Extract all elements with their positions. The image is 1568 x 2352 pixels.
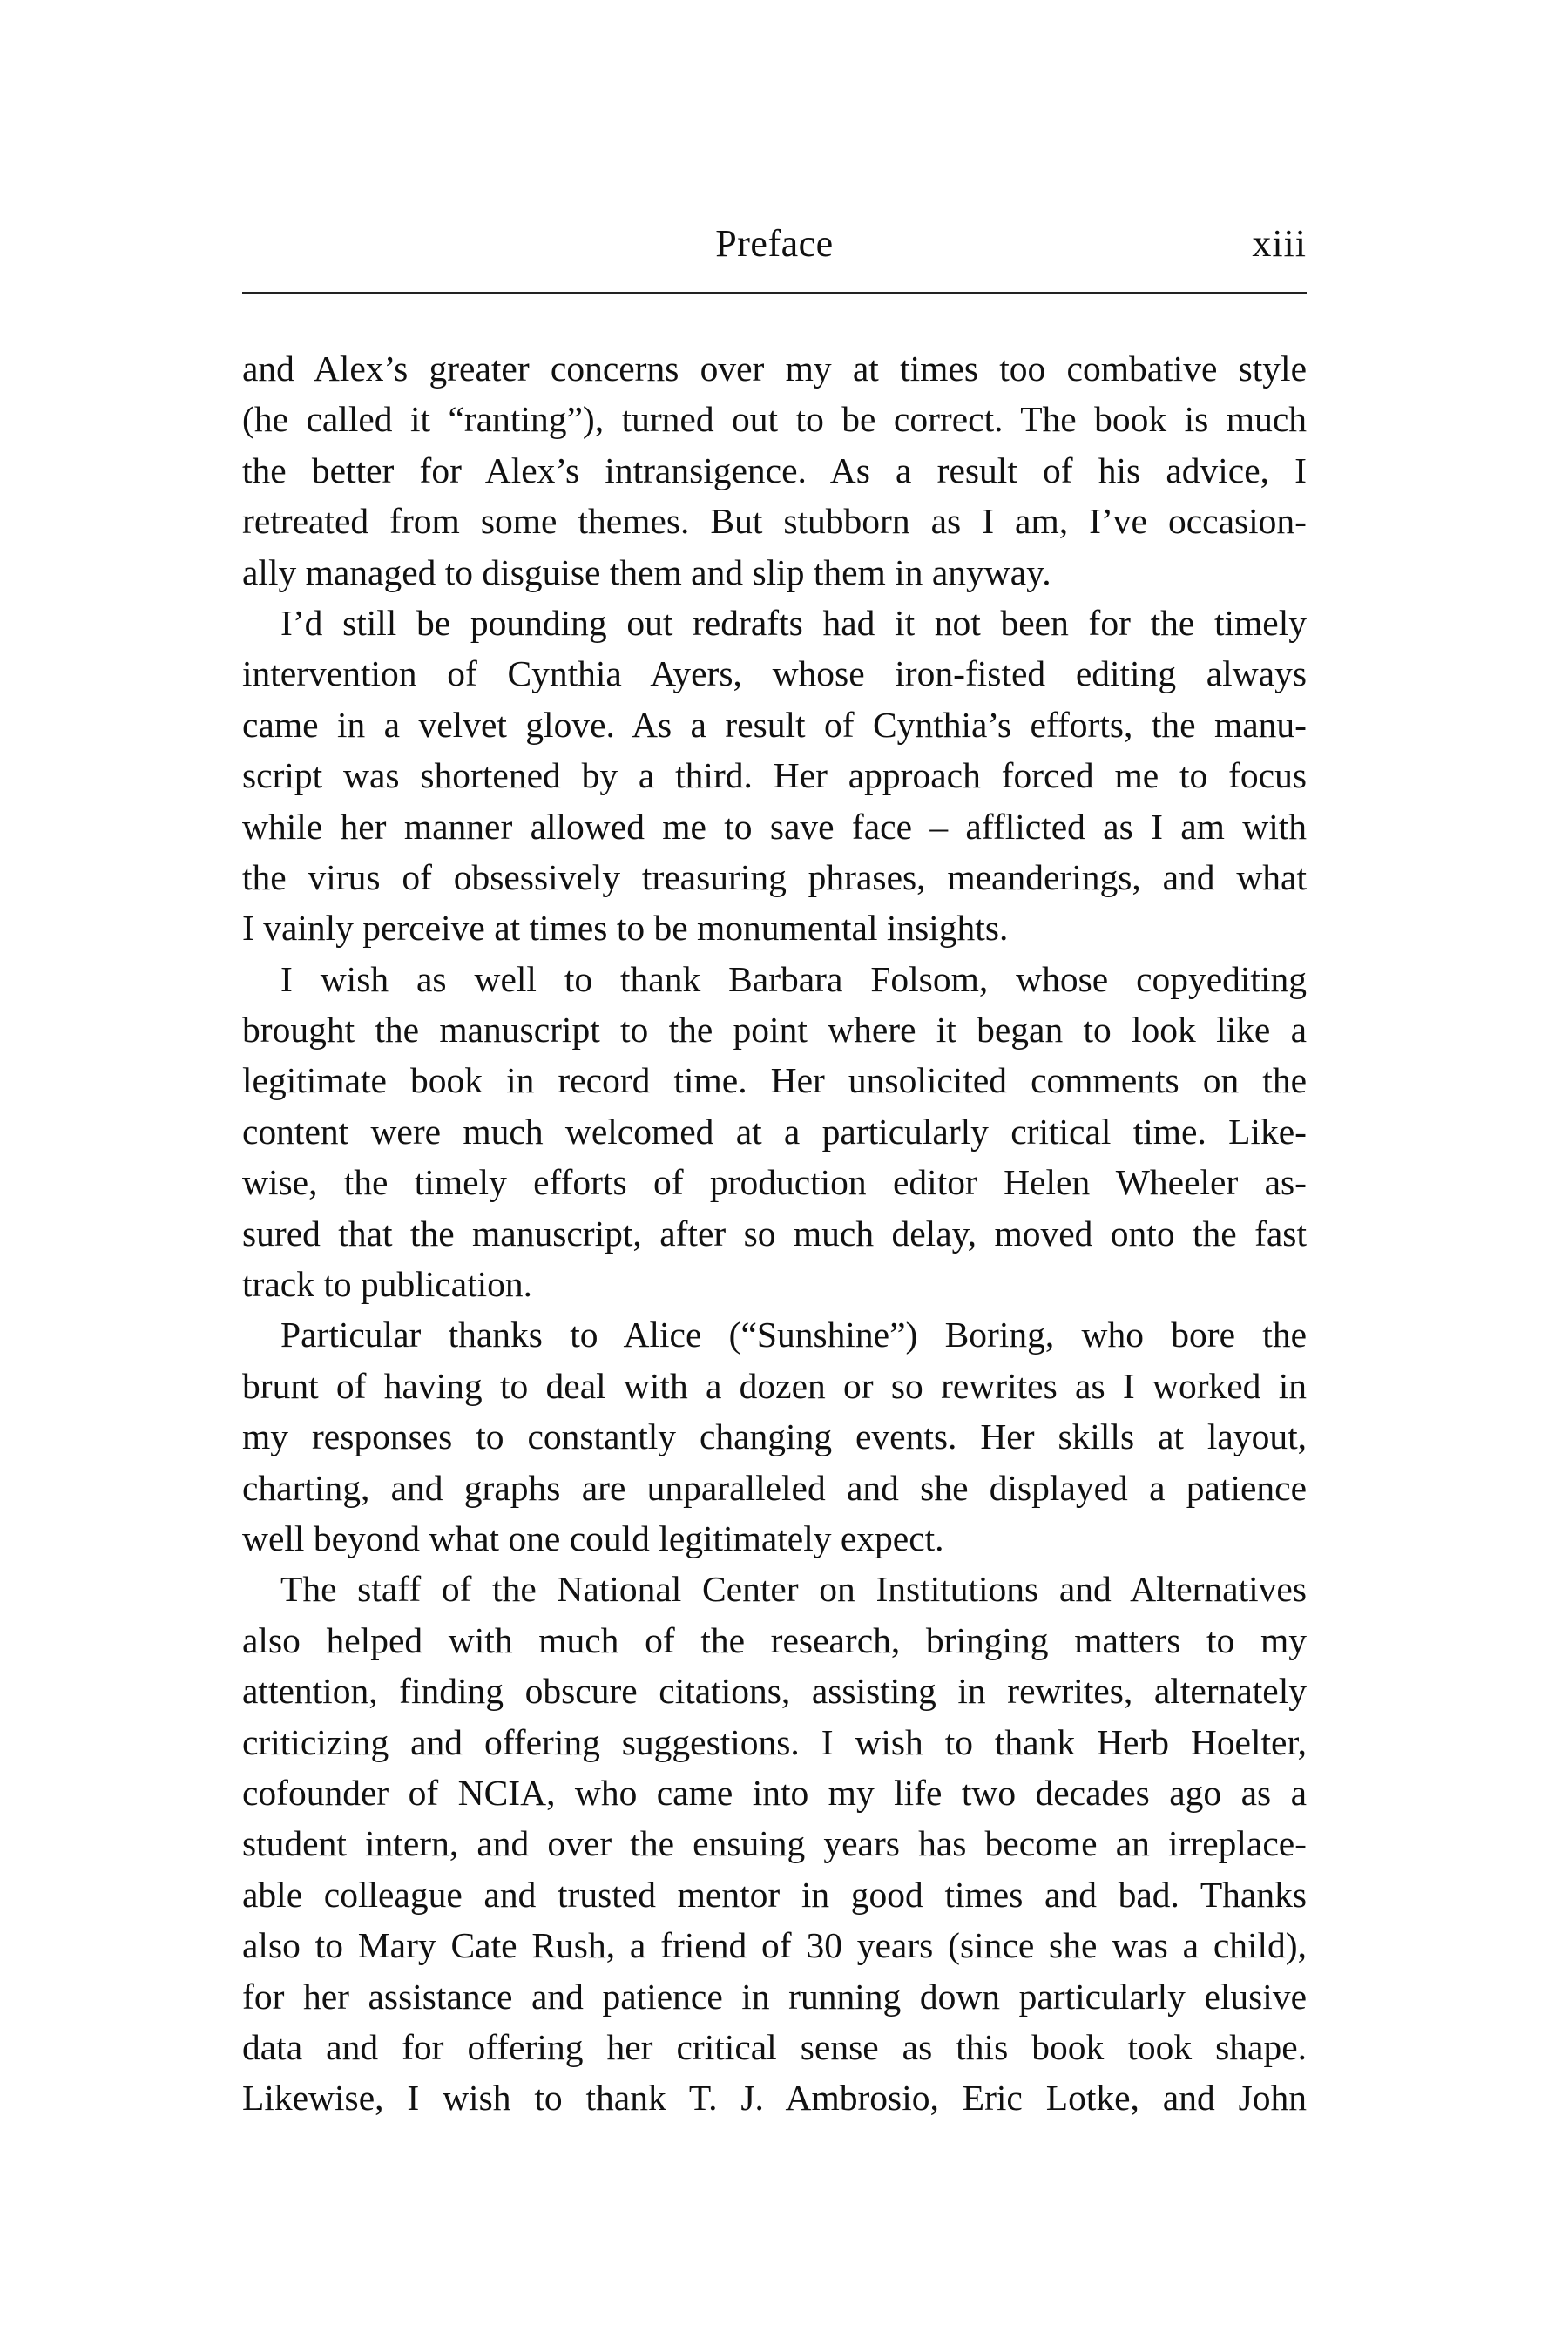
body-line: able colleague and trusted mentor in good times and bad. Thanks (242, 1874, 1307, 1915)
body-line: data and for offering her critical sense as this book took shape. (242, 2026, 1307, 2067)
body-line: for her assistance and patience in running down particularly elusive (242, 1976, 1307, 2017)
body-line: The staff of the National Center on Institutions and Alternatives (280, 1569, 1307, 1610)
body-line: charting, and graphs are unparalleled and she displayed a patience (242, 1467, 1307, 1508)
body-line: content were much welcomed at a particularly critical time. Like- (242, 1111, 1307, 1152)
body-line: attention, finding obscure citations, assisting in rewrites, alternately (242, 1671, 1307, 1712)
body-line: also to Mary Cate Rush, a friend of 30 years (since she was a child), (242, 1925, 1307, 1966)
body-line: brought the manuscript to the point where it began to look like a (242, 1010, 1307, 1051)
body-line: also helped with much of the research, bringing matters to my (242, 1619, 1307, 1660)
body-line: the better for Alex’s intransigence. As a result of his advice, I (242, 449, 1307, 490)
body-line: brunt of having to deal with a dozen or so rewrites as I worked in (242, 1365, 1307, 1406)
body-line: legitimate book in record time. Her unsolicited comments on the (242, 1060, 1307, 1101)
body-line: Likewise, I wish to thank T. J. Ambrosio, Eric Lotke, and John (242, 2078, 1307, 2119)
body-line: I wish as well to thank Barbara Folsom, whose copyediting (280, 958, 1307, 999)
running-head (242, 218, 1307, 287)
body-text (242, 343, 1307, 2124)
body-line: I’d still be pounding out redrafts had it not been for the timely (280, 602, 1307, 643)
header-rule (242, 292, 1307, 294)
body-line: retreated from some themes. But stubborn as I am, I’ve occasion- (242, 501, 1307, 542)
body-line: student intern, and over the ensuing years has become an irreplace- (242, 1823, 1307, 1864)
body-line: my responses to constantly changing events. Her skills at layout, (242, 1416, 1307, 1457)
body-line: while her manner allowed me to save face – afflicted as I am with (242, 806, 1307, 847)
body-line: wise, the timely efforts of production editor Helen Wheeler as- (242, 1162, 1307, 1203)
body-line: I vainly perceive at times to be monumental insights. (242, 908, 1009, 949)
body-line: (he called it “ranting”), turned out to be correct. The book is much (242, 399, 1307, 440)
body-line: and Alex’s greater concerns over my at times too combative style (242, 348, 1307, 389)
body-line: the virus of obsessively treasuring phrases, meanderings, and what (242, 856, 1307, 897)
body-line: cofounder of NCIA, who came into my life two decades ago as a (242, 1772, 1307, 1813)
body-line: came in a velvet glove. As a result of Cynthia’s efforts, the manu- (242, 704, 1307, 745)
body-line: track to publication. (242, 1264, 533, 1305)
body-line: criticizing and offering suggestions. I wish to thank Herb Hoelter, (242, 1721, 1307, 1762)
body-line: intervention of Cynthia Ayers, whose iron-fisted editing always (242, 653, 1307, 694)
body-line: ally managed to disguise them and slip them in anyway. (242, 551, 1051, 592)
body-line: script was shortened by a third. Her approach forced me to focus (242, 755, 1307, 796)
body-line: Particular thanks to Alice (“Sunshine”) Boring, who bore the (280, 1315, 1307, 1355)
body-line: well beyond what one could legitimately expect. (242, 1517, 944, 1558)
page-number: xiii (1252, 222, 1307, 265)
running-title: Preface (715, 222, 834, 265)
body-line: sured that the manuscript, after so much delay, moved onto the fast (242, 1213, 1307, 1254)
